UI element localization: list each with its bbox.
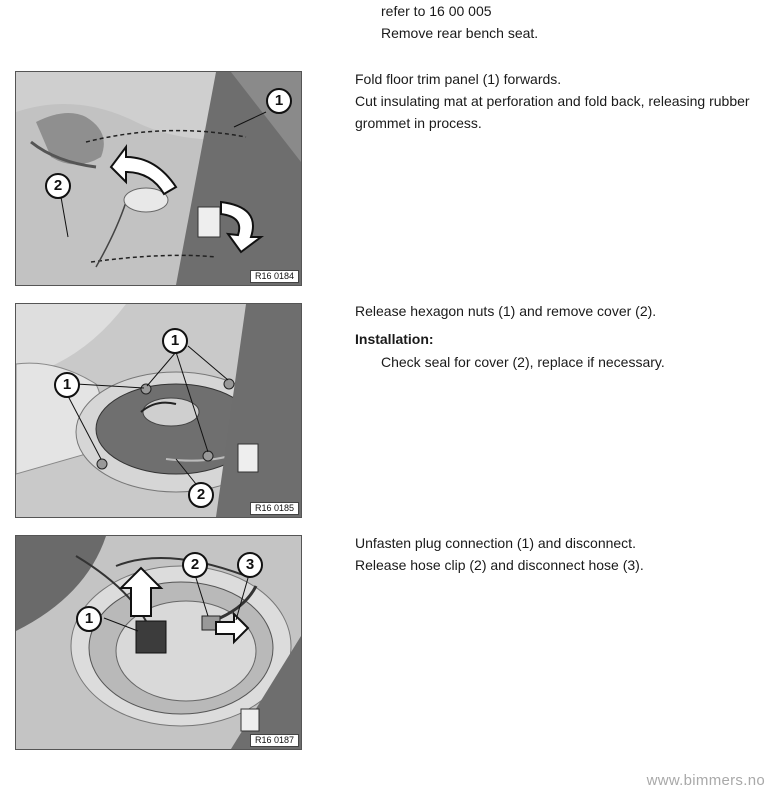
remove-seat-text: Remove rear bench seat. [381, 25, 539, 41]
figure-cover-nuts [15, 303, 302, 518]
cover-nuts-illustration [16, 304, 301, 517]
step3-line2: Release hose clip (2) and disconnect hose (3). [355, 557, 644, 573]
step1-line2: Cut insulating mat at perforation and fold back, releasing rubber grommet in process. [355, 93, 750, 131]
step3-line1: Unfasten plug connection (1) and disconnect. [355, 535, 636, 551]
callout-2: 2 [188, 482, 214, 508]
figure-floor-trim [15, 71, 302, 286]
callout-2: 2 [182, 552, 208, 578]
step1-line1: Fold floor trim panel (1) forwards. [355, 71, 562, 87]
figure-plug-hose [15, 535, 302, 750]
installation-heading: Installation: [355, 331, 434, 347]
refer-text: refer to 16 00 005 [381, 3, 492, 19]
watermark: www.bimmers.no [646, 772, 765, 789]
callout-1-left: 1 [54, 372, 80, 398]
figure-code: R16 0184 [250, 270, 299, 283]
callout-3: 3 [237, 552, 263, 578]
callout-2: 2 [45, 173, 71, 199]
callout-1: 1 [76, 606, 102, 632]
figure-code: R16 0187 [250, 734, 299, 747]
step2-line1: Release hexagon nuts (1) and remove cover (2). [355, 303, 657, 319]
callout-1: 1 [266, 88, 292, 114]
callout-1-right: 1 [162, 328, 188, 354]
installation-line: Check seal for cover (2), replace if necessary. [381, 354, 665, 370]
figure-code: R16 0185 [250, 502, 299, 515]
